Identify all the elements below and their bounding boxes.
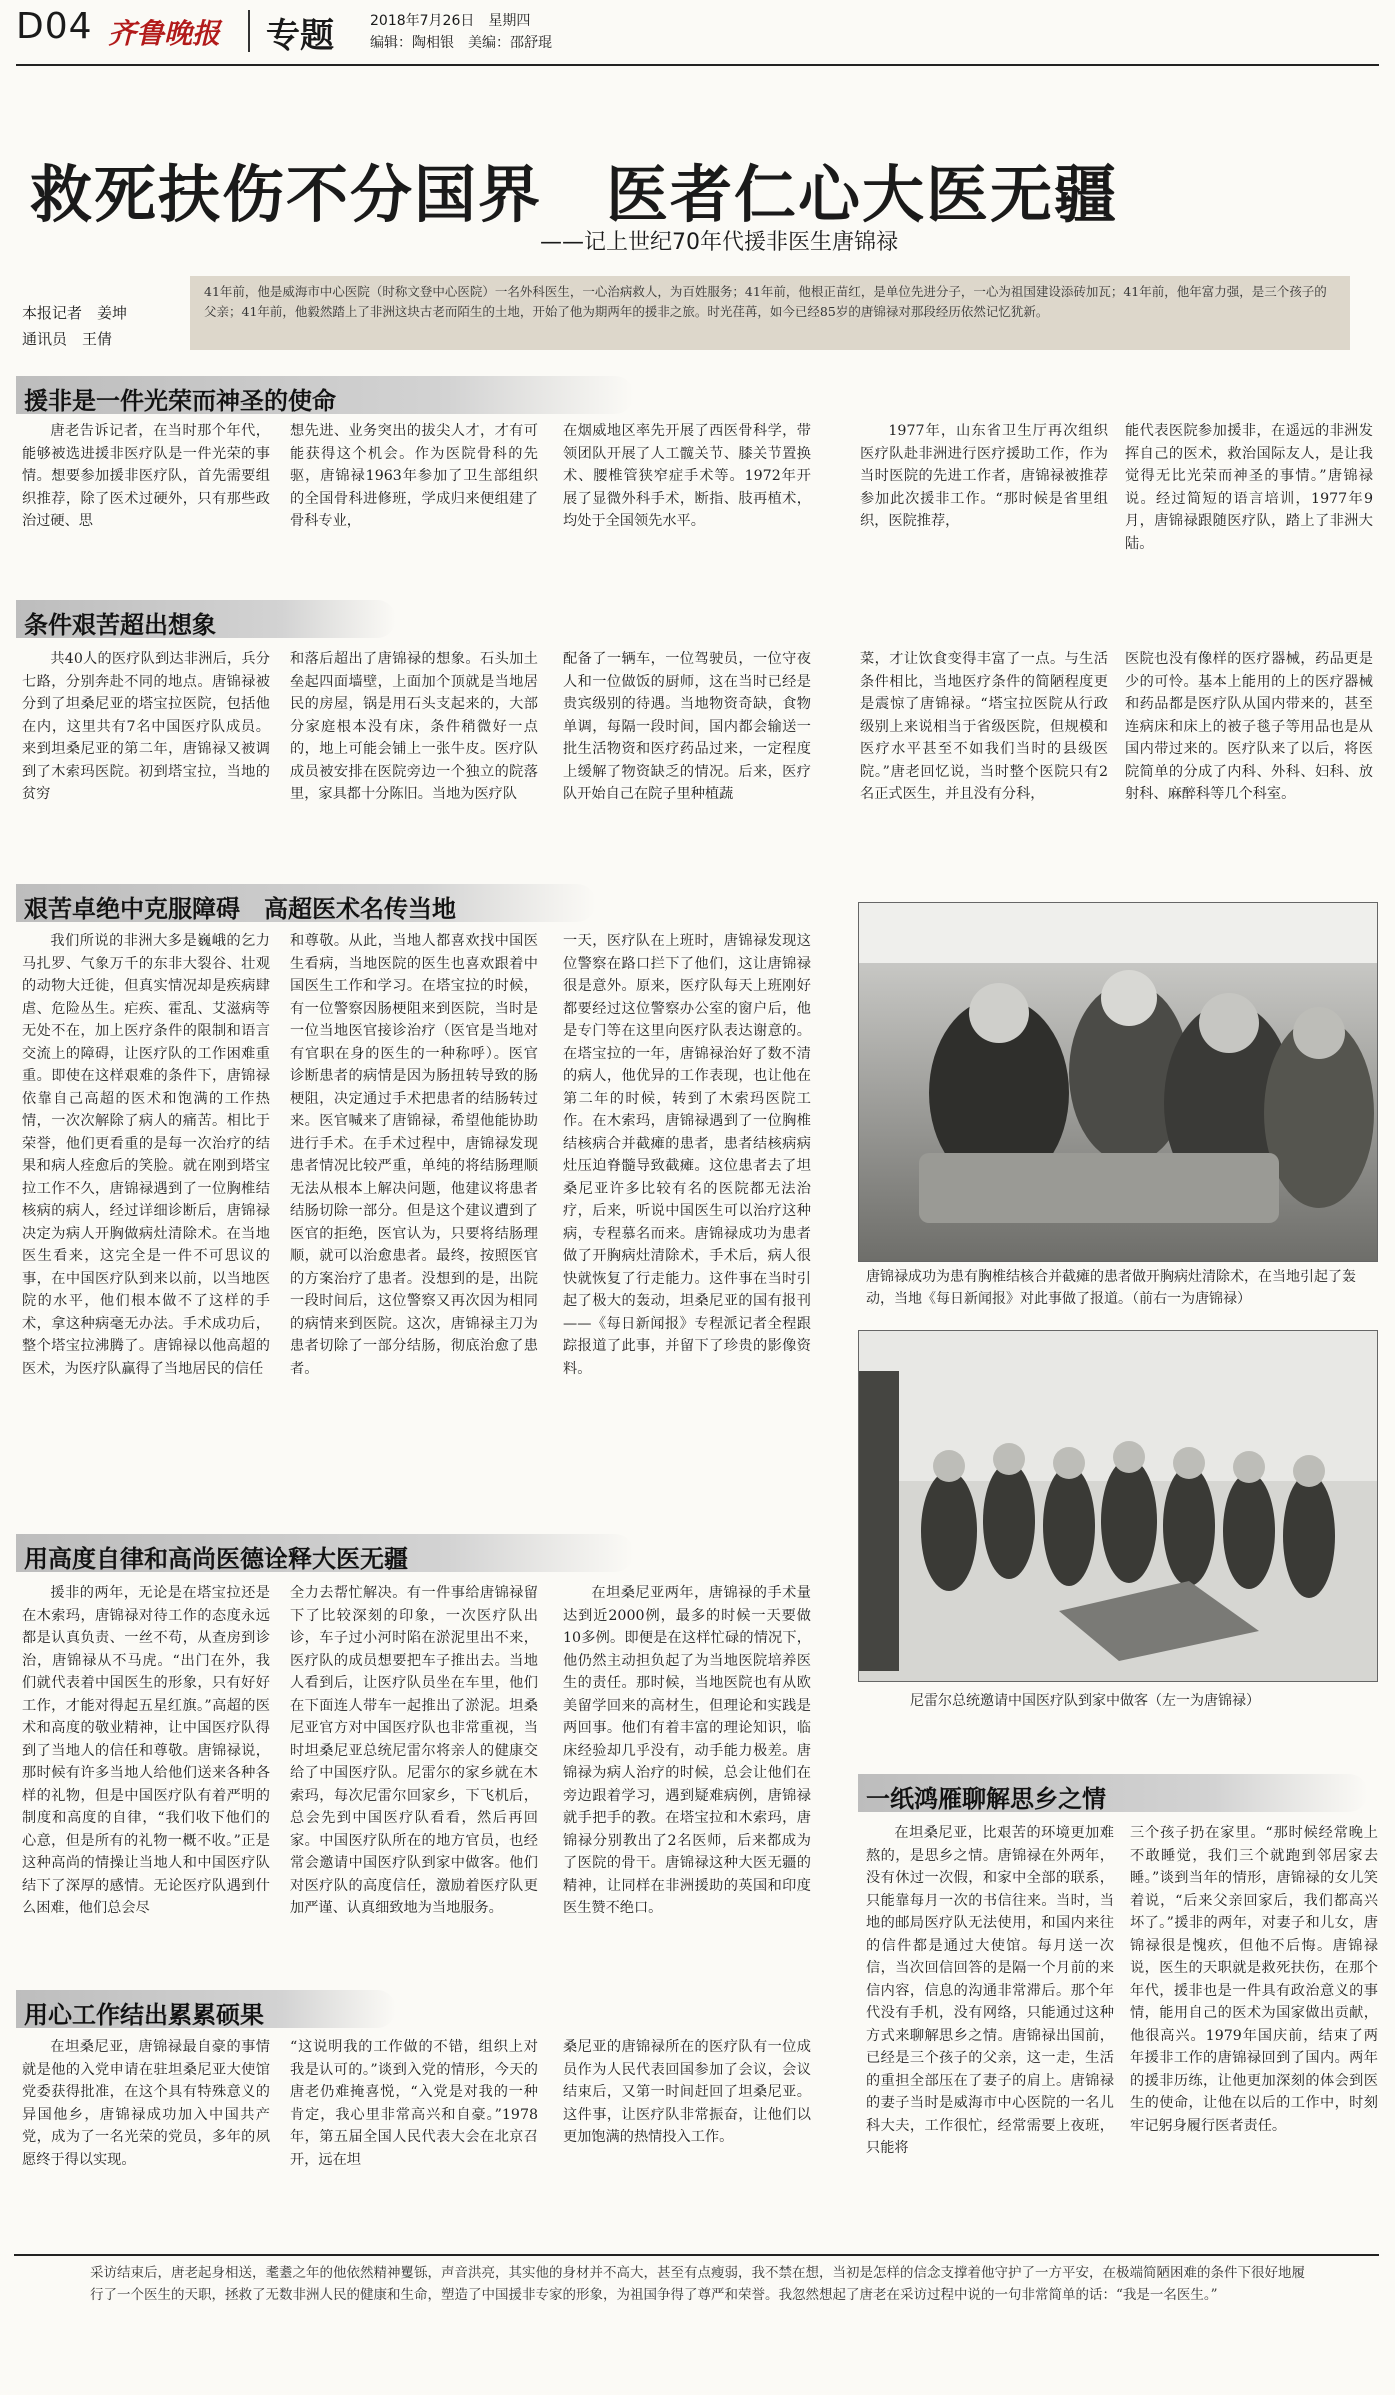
article-column: 我们所说的非洲大多是巍峨的乞力马扎罗、气象万千的东非大裂谷、壮观的动物大迁徙，但真实情况却是疾病肆虐、危险丛生。疟疾、霍乱、艾滋病等无处不在，加上医疗条件的限制和语言交流上的障碍，让医疗队的工作困难重重。即使在这样艰难的条件下，唐锦禄依靠自己高超的医术和饱满的工作热情，一次次解除了病人的痛苦。相比于荣誉，他们更看重的是每一次治疗的结果和病人痊愈后的笑脸。就在刚到塔宝拉工作不久，唐锦禄遇到了一位胸椎结核病的病人，经过详细诊断后，唐锦禄决定为病人开胸做病灶清除术。在当地医生看来，这完全是一件不可思议的事，在中国医疗队到来以前，以当地医院的水平，他们根本做不了这样的手术，拿这种病毫无办法。手术成功后，整个塔宝拉沸腾了。唐锦禄以他高超的医术，为医疗队赢得了当地居民的信任	[22, 933, 270, 1377]
headline: 救死扶伤不分国界 医者仁心大医无疆	[30, 158, 1119, 231]
article-column: 菜，才让饮食变得丰富了一点。与生活条件相比，当地医疗条件的简陋程度更是震惊了唐锦禄。“塔宝拉医院从行政级别上来说相当于省级医院，但规模和医疗水平甚至不如我们当时的县级医院。”唐老回忆说，当时整个医院只有2名正式医生，并且没有分科，	[860, 651, 1108, 802]
section-heading-2	[16, 600, 396, 638]
photo-caption-visit: 尼雷尔总统邀请中国医疗队到家中做客（左一为唐锦禄）	[910, 1693, 1260, 1709]
surgery-photo-image	[859, 903, 1377, 1261]
intro-box: 41年前，他是威海市中心医院（时称文登中心医院）一名外科医生，一心治病救人，为百姓服务；41年前，他根正苗红，是单位先进分子，一心为祖国建设添砖加瓦；41年前，他年富力强，是三个孩子的父亲；41年前，他毅然踏上了非洲这块古老而陌生的土地，开始了他为期两年的援非之旅。时光荏苒，如今已经85岁的唐锦禄对那段经历依然记忆犹新。	[190, 276, 1350, 350]
section-title: 用高度自律和高尚医德诠释大医无疆	[24, 1545, 408, 1573]
section-title: 一纸鸿雁聊解思乡之情	[866, 1785, 1106, 1813]
article-column: 和落后超出了唐锦禄的想象。石头加土垒起四面墙壁，上面加个顶就是当地居民的房屋，锅是用石头支起来的，大部分家庭根本没有床，条件稍微好一点的，地上可能会铺上一张牛皮。医疗队成员被安排在医院旁边一个独立的院落里，家具都十分陈旧。当地为医疗队	[290, 651, 538, 802]
subheadline: ——记上世纪70年代援非医生唐锦禄	[540, 230, 898, 255]
masthead-meta	[370, 10, 552, 54]
article-column: 三个孩子扔在家里。“那时候经常晚上不敢睡觉，我们三个就跑到邻居家去睡。”谈到当年的情形，唐锦禄的女儿笑着说，“后来父亲回家后，我们都高兴坏了。”援非的两年，对妻子和儿女，唐锦禄很是愧疚，但他不后悔。唐锦禄说，医生的天职就是救死扶伤，在那个年代，援非也是一件具有政治意义的事情，能用自己的医术为国家做出贡献，他很高兴。1979年国庆前，结束了两年援非工作的唐锦禄回到了国内。两年的援非历练，让他更加深刻的体会到医生的使命，让他在以后的工作中，时刻牢记躬身履行医者责任。	[1130, 1825, 1378, 2134]
article-column: 援非的两年，无论是在塔宝拉还是在木索玛，唐锦禄对待工作的态度永远都是认真负责、一丝不苟，从查房到诊治，唐锦禄从不马虎。“出门在外，我们就代表着中国医生的形象，只有好好工作，才能对得起五星红旗。”高超的医术和高度的敬业精神，让中国医疗队得到了当地人的信任和尊敬。唐锦禄说，那时候有许多当地人给他们送来各种各样的礼物，但是中国医疗队有着严明的制度和高度的自律，“我们收下他们的心意，但是所有的礼物一概不收。”正是这种高尚的情操让当地人和中国医疗队结下了深厚的感情。无论医疗队遇到什么困难，他们总会尽	[22, 1585, 270, 1916]
closing-paragraph: 采访结束后，唐老起身相送，耄耋之年的他依然精神矍铄，声音洪亮，其实他的身材并不高大，甚至有点瘦弱，我不禁在想，当初是怎样的信念支撑着他守护了一方平安，在极端简陋困难的条件下很好地履行了一个医生的天职，拯救了无数非洲人民的健康和生命，塑造了中国援非专家的形象，为祖国争得了尊严和荣誉。我忽然想起了唐老在采访过程中说的一句非常简单的话：“我是一名医生。”	[90, 2265, 1305, 2303]
section-title: 艰苦卓绝中克服障碍 高超医术名传当地	[24, 895, 456, 923]
article-column: 共40人的医疗队到达非洲后，兵分七路，分别奔赴不同的地点。唐锦禄被分到了坦桑尼亚的塔宝拉医院，包括他在内，这里共有7名中国医疗队成员。来到坦桑尼亚的第二年，唐锦禄又被调到了木索玛医院。初到塔宝拉，当地的贫穷	[22, 651, 270, 802]
article-column: 桑尼亚的唐锦禄所在的医疗队有一位成员作为人民代表回国参加了会议，会议结束后，又第一时间赶回了坦桑尼亚。这件事，让医疗队非常振奋，让他们以更加饱满的热情投入工作。	[563, 2039, 811, 2145]
visit-photo-image	[859, 1331, 1377, 1681]
article-column: 1977年，山东省卫生厅再次组织医疗队赴非洲进行医疗援助工作，作为当时医院的先进工作者，唐锦禄被推荐参加此次援非工作。“那时候是省里组织，医院推荐，	[860, 423, 1108, 529]
article-column: 医院也没有像样的医疗器械，药品更是少的可怜。基本上能用的上的医疗器械和药品都是医疗队从国内带来的，甚至连病床和床上的被子毯子等用品也是从国内带过来的。医疗队来了以后，将医院简单的分成了内科、外科、妇科、放射科、麻醉科等几个科室。	[1125, 651, 1373, 802]
section-title: 用心工作结出累累硕果	[24, 2001, 264, 2029]
correspondent-credit: 通讯员 王倩	[22, 330, 113, 348]
editor-credits: 编辑：陶相银 美编：邵舒琨	[370, 35, 552, 51]
section-heading-3	[16, 884, 596, 922]
section-heading-4	[16, 1534, 634, 1572]
article-column: 全力去帮忙解决。有一件事给唐锦禄留下了比较深刻的印象，一次医疗队出诊，车子过小河时陷在淤泥里出不来，医疗队的成员想要把车子推出去。当地人看到后，让医疗队员坐在车里，他们在下面连人带车一起推出了淤泥。坦桑尼亚官方对中国医疗队也非常重视，当时坦桑尼亚总统尼雷尔将亲人的健康交给了中国医疗队。尼雷尔的家乡就在木索玛，每次尼雷尔回家乡，下飞机后，总会先到中国医疗队看看，然后再回家。中国医疗队所在的地方官员，也经常会邀请中国医疗队到家中做客。他们对医疗队的高度信任，激励着医疗队更加严谨、认真细致地为当地服务。	[290, 1585, 538, 1916]
section-heading-6	[858, 1774, 1368, 1812]
article-column: 一天，医疗队在上班时，唐锦禄发现这位警察在路口拦下了他们，这让唐锦禄很是意外。原来，医疗队每天上班刚好都要经过这位警察办公室的窗户后，他是专门等在这里向医疗队表达谢意的。在塔宝拉的一年，唐锦禄治好了数不清的病人，他优异的工作表现，也让他在第二年的时候，转到了木索玛医院工作。在木索玛，唐锦禄遇到了一位胸椎结核病合并截瘫的患者，患者结核病病灶压迫脊髓导致截瘫。这位患者去了坦桑尼亚许多比较有名的医院都无法治疗，后来，听说中国医生可以治疗这种病，专程慕名而来。唐锦禄成功为患者做了开胸病灶清除术，手术后，病人很快就恢复了行走能力。这件事在当时引起了极大的轰动，坦桑尼亚的国有报刊——《每日新闻报》专程派记者全程跟踪报道了此事，并留下了珍贵的影像资料。	[563, 933, 811, 1377]
section-name: 专题	[266, 16, 334, 56]
masthead-rule	[16, 64, 1379, 66]
article-column: 配备了一辆车，一位驾驶员，一位守夜人和一位做饭的厨师，这在当时已经是贵宾级别的待遇。当地物资奇缺，食物单调，每隔一段时间，国内都会输送一批生活物资和医疗药品过来，一定程度上缓解了物资缺乏的情况。后来，医疗队开始自己在院子里种植蔬	[563, 651, 811, 802]
photo-surgery	[858, 902, 1378, 1262]
article-column: 在坦桑尼亚，唐锦禄最自豪的事情就是他的入党申请在驻坦桑尼亚大使馆党委获得批准，在这个具有特殊意义的异国他乡，唐锦禄成功加入中国共产党，成为了一名光荣的党员，多年的夙愿终于得以实现。	[22, 2039, 270, 2168]
masthead-divider	[248, 10, 250, 52]
reporter-credit: 本报记者 姜坤	[22, 304, 128, 322]
article-column: 在烟威地区率先开展了西医骨科学，带领团队开展了人工髋关节、膝关节置换术、腰椎管狭窄症手术等。1972年开展了显微外科手术，断指、肢再植术，均处于全国领先水平。	[563, 423, 811, 529]
footer-rule	[14, 2254, 1379, 2256]
section-heading-1	[16, 376, 634, 414]
article-column: “这说明我的工作做的不错，组织上对我是认可的。”谈到入党的情形，今天的唐老仍难掩喜悦，“入党是对我的一种肯定，我心里非常高兴和自豪。”1978年，第五届全国人民代表大会在北京召开，远在坦	[290, 2039, 538, 2168]
article-column: 唐老告诉记者，在当时那个年代，能够被选进援非医疗队是一件光荣的事情。想要参加援非医疗队，首先需要组织推荐，除了医术过硬外，只有那些政治过硬、思	[22, 423, 270, 529]
article-column: 能代表医院参加援非，在遥远的非洲发挥自己的医术，救治国际友人，是让我觉得无比光荣而神圣的事情。”唐锦禄说。经过简短的语言培训，1977年9月，唐锦禄跟随医疗队，踏上了非洲大陆。	[1125, 423, 1373, 552]
article-column: 想先进、业务突出的拔尖人才，才有可能获得这个机会。作为医院骨科的先驱，唐锦禄1963年参加了卫生部组织的全国骨科进修班，学成归来便组建了骨科专业，	[290, 423, 538, 529]
section-title: 条件艰苦超出想象	[24, 611, 216, 639]
article-column: 在坦桑尼亚，比艰苦的环境更加难熬的，是思乡之情。唐锦禄在外两年，没有休过一次假，和家中全部的联系，只能靠每月一次的书信往来。当时，当地的邮局医疗队无法使用，和国内来往的信件都是通过大使馆。每月送一次信，当次回信回答的是隔一个月前的来信内容，信息的沟通非常滞后。那个年代没有手机，没有网络，只能通过这种方式来聊解思乡之情。唐锦禄出国前，已经是三个孩子的父亲，这一走，生活的重担全部压在了妻子的肩上。唐锦禄的妻子当时是威海市中心医院的一名儿科大夫，工作很忙，经常需要上夜班，只能将	[866, 1825, 1114, 2156]
byline	[22, 300, 127, 352]
article-column: 和尊敬。从此，当地人都喜欢找中国医生看病，当地医院的医生也喜欢跟着中国医生工作和学习。在塔宝拉的时候，有一位警察因肠梗阻来到医院，当时是一位当地医官接诊治疗（医官是当地对有官职在身的医生的一种称呼）。医官诊断患者的病情是因为肠扭转导致的肠梗阻，决定通过手术把患者的结肠转过来。医官喊来了唐锦禄，希望他能协助进行手术。在手术过程中，唐锦禄发现患者情况比较严重，单纯的将结肠理顺无法从根本上解决问题，他建议将患者结肠切除一部分。但是这个建议遭到了医官的拒绝，医官认为，只要将结肠理顺，就可以治愈患者。最终，按照医官的方案治疗了患者。没想到的是，出院一段时间后，这位警察又再次因为相同的病情来到医院。这次，唐锦禄主刀为患者切除了一部分结肠，彻底治愈了患者。	[290, 933, 538, 1377]
issue-date: 2018年7月26日 星期四	[370, 13, 531, 29]
article-column: 在坦桑尼亚两年，唐锦禄的手术量达到近2000例，最多的时候一天要做10多例。即便是在这样忙碌的情况下，他仍然主动担负起了为当地医院培养医生的责任。那时候，当地医院也有从欧美留学回来的高材生，但理论和实践是两回事。他们有着丰富的理论知识，临床经验却几乎没有，动手能力极差。唐锦禄为病人治疗的时候，总会让他们在旁边跟着学习，遇到疑难病例，唐锦禄就手把手的教。在塔宝拉和木索玛，唐锦禄分别教出了2名医师，后来都成为了医院的骨干。唐锦禄这种大医无疆的精神，让同样在非洲援助的英国和印度医生赞不绝口。	[563, 1585, 811, 1916]
photo-caption-surgery: 唐锦禄成功为患有胸椎结核合并截瘫的患者做开胸病灶清除术，在当地引起了轰动，当地《每日新闻报》对此事做了报道。（前右一为唐锦禄）	[866, 1269, 1356, 1307]
photo-visit	[858, 1330, 1378, 1682]
newspaper-logo: 齐鲁晚报	[108, 17, 221, 50]
section-heading-5	[16, 1990, 396, 2028]
section-title: 援非是一件光荣而神圣的使命	[24, 387, 336, 415]
page-number: D04	[16, 6, 93, 47]
